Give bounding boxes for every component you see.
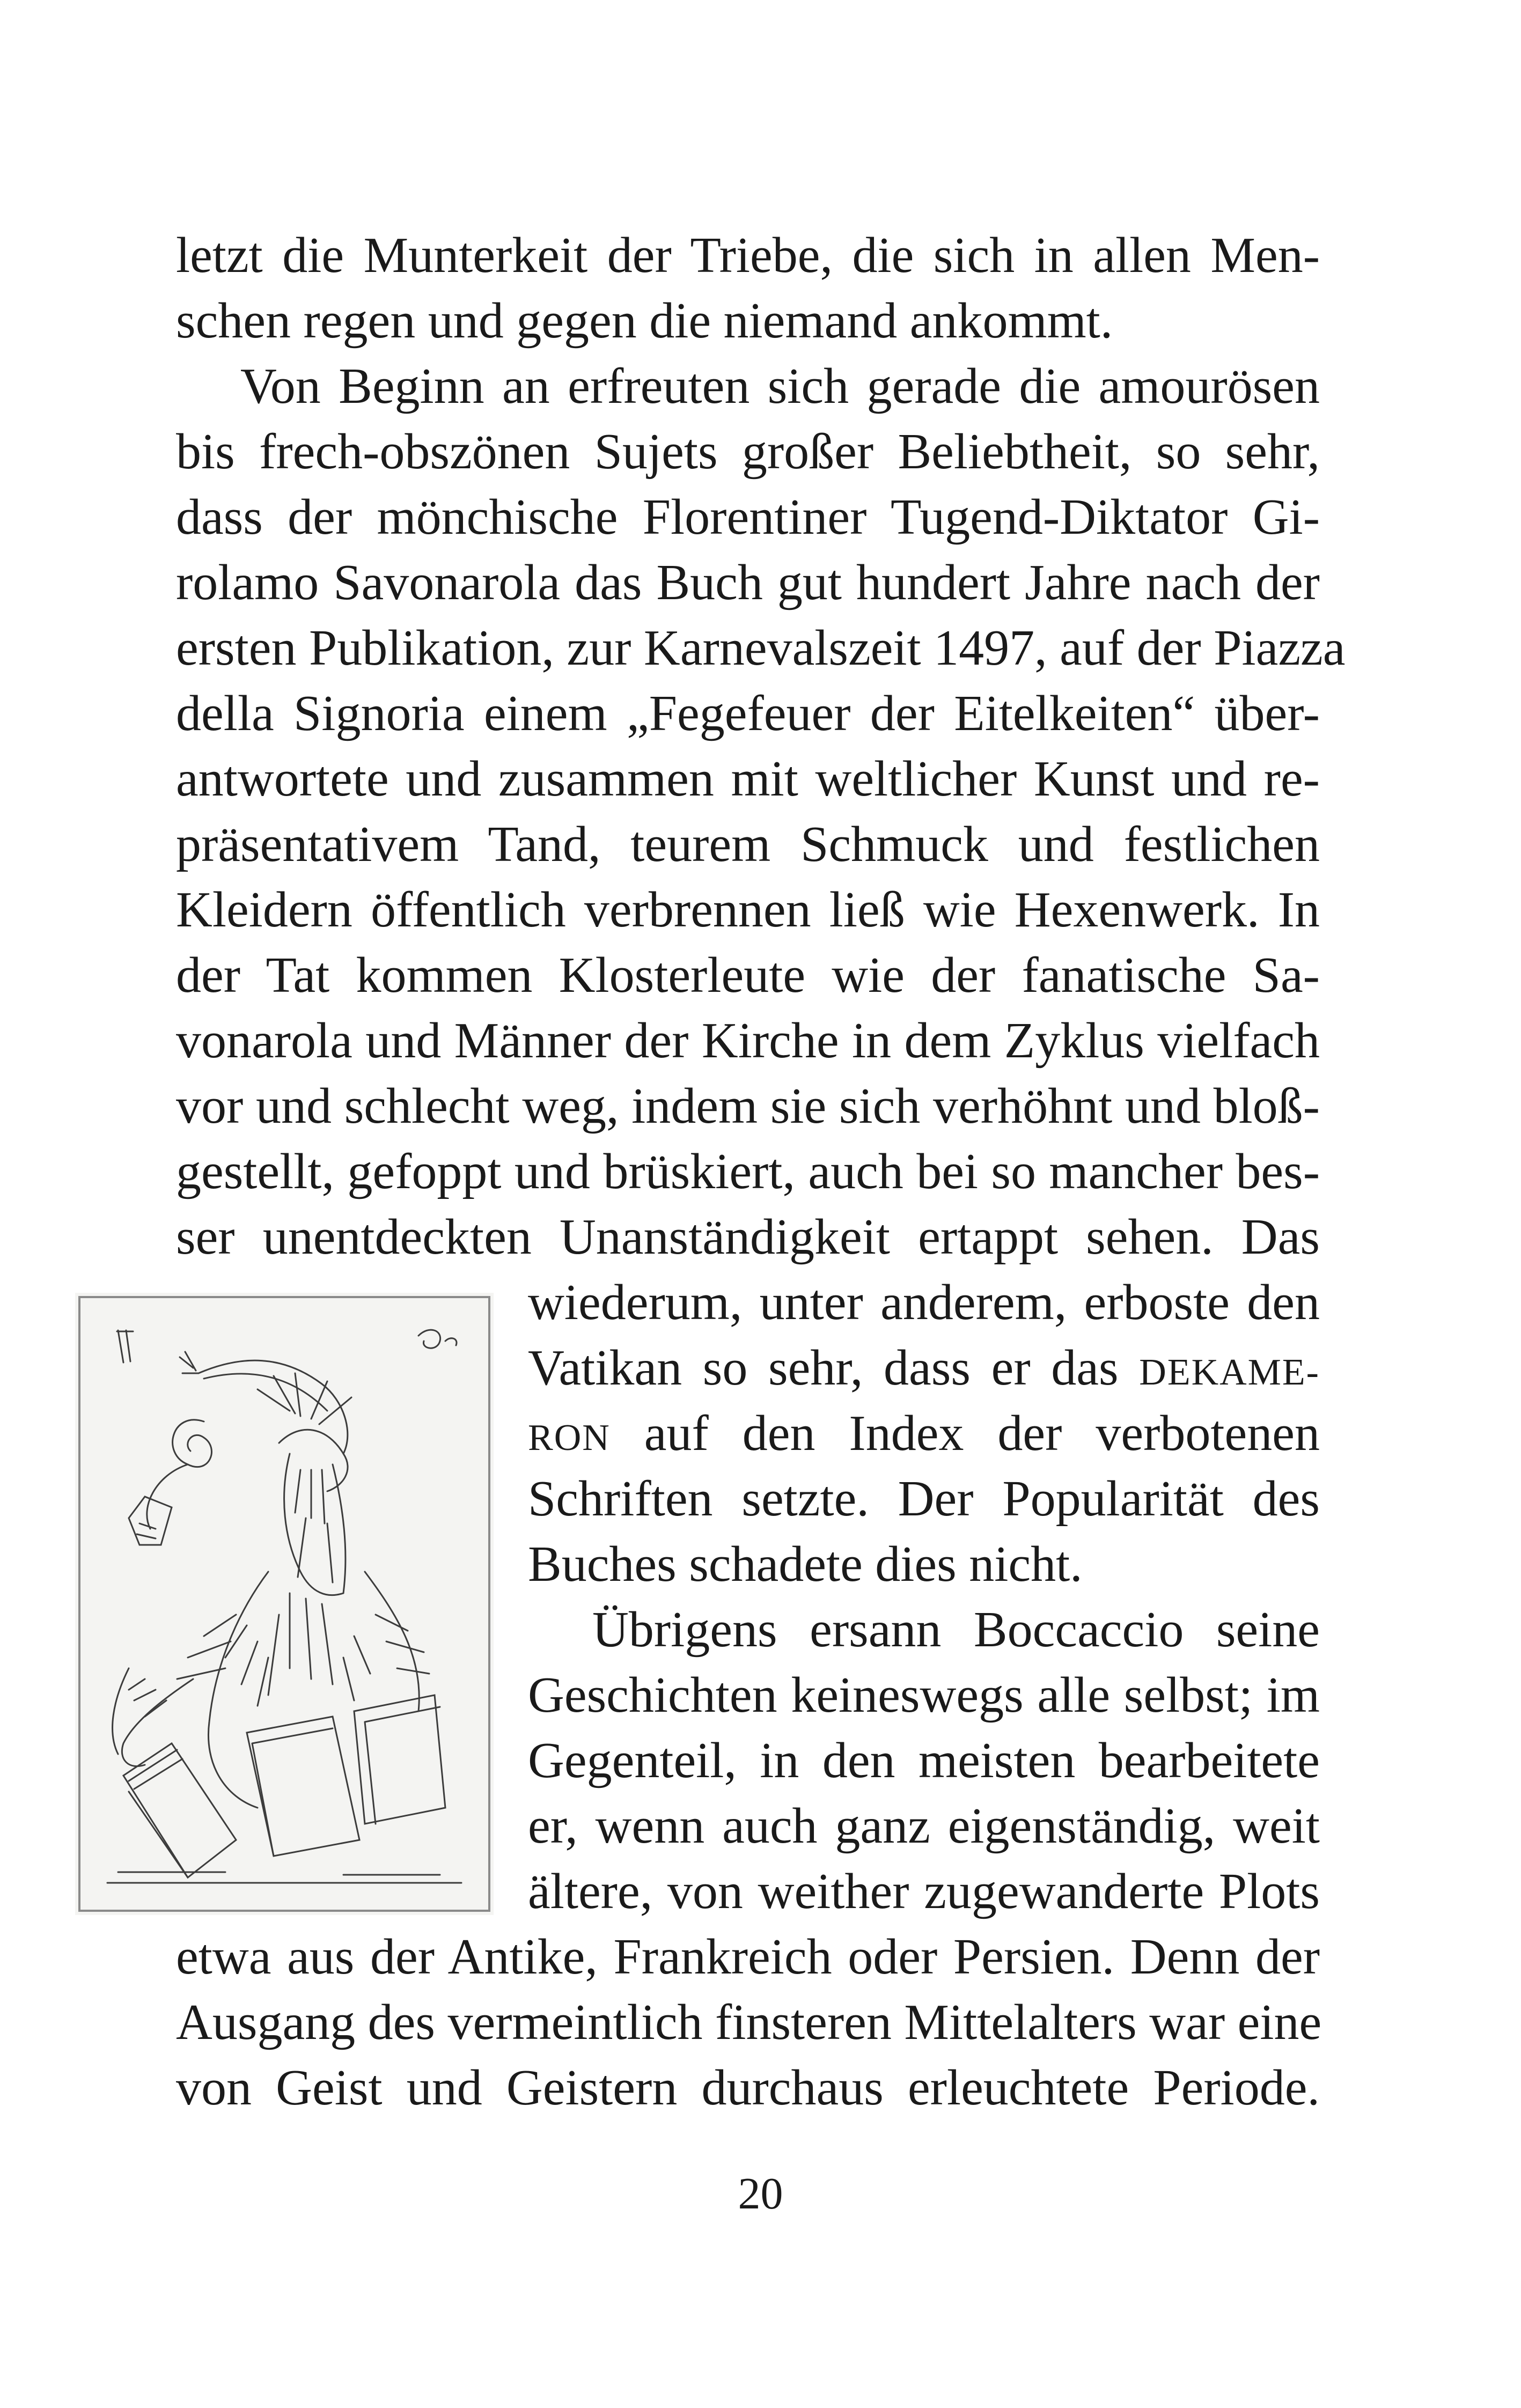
text-line: er, wenn auch ganz eigenständig, weit bbox=[528, 1798, 1320, 1854]
text-line bbox=[528, 1335, 1320, 1401]
text-line: vor und schlecht weg, indem sie sich verhöhnt und bloß- bbox=[176, 1078, 1320, 1134]
book-title-smallcaps: DEKAME- bbox=[1139, 1352, 1320, 1393]
text-line: bis frech-obszönen Sujets großer Beliebtheit, so sehr, bbox=[176, 424, 1320, 480]
book-title-smallcaps: RON bbox=[528, 1417, 611, 1459]
text-line: Gegenteil, in den meisten bearbeitete bbox=[528, 1733, 1320, 1788]
text-line: wiederum, unter anderem, erboste den bbox=[528, 1275, 1320, 1330]
text-line: von Geist und Geistern durchaus erleuchtete Periode. bbox=[176, 2060, 1320, 2116]
text-line: rolamo Savonarola das Buch gut hundert Jahre nach der bbox=[176, 555, 1320, 610]
text-line: Ausgang des vermeintlich finsteren Mittelalters war eine bbox=[176, 1994, 1322, 2050]
text-line: vonarola und Männer der Kirche in dem Zyklus vielfach bbox=[176, 1013, 1320, 1069]
text-line: der Tat kommen Klosterleute wie der fanatische Sa- bbox=[176, 947, 1320, 1003]
text-line: antwortete und zusammen mit weltlicher Kunst und re- bbox=[176, 751, 1320, 807]
etching-illustration bbox=[75, 1293, 494, 1915]
text-line: gestellt, gefoppt und brüskiert, auch bei so mancher bes- bbox=[176, 1144, 1320, 1199]
text-line: Kleidern öffentlich verbrennen ließ wie Hexenwerk. In bbox=[176, 882, 1320, 938]
text-line: etwa aus der Antike, Frankreich oder Persien. Denn der bbox=[176, 1929, 1320, 1985]
text-line: schen regen und gegen die niemand ankommt. bbox=[176, 293, 1113, 349]
text-line: präsentativem Tand, teurem Schmuck und festlichen bbox=[176, 816, 1320, 872]
text-line: ältere, von weither zugewanderte Plots bbox=[528, 1864, 1320, 1919]
text-line: della Signoria einem „Fegefeuer der Eitelkeiten“ über- bbox=[176, 686, 1320, 741]
paragraph-start-line: Von Beginn an erfreuten sich gerade die amourösen bbox=[240, 358, 1320, 414]
text-span: Vatikan so sehr, dass er das bbox=[528, 1340, 1140, 1396]
text-line: ersten Publikation, zur Karnevalszeit 1497, auf der Piazza bbox=[176, 620, 1346, 676]
text-line: ser unentdeckten Unanständigkeit ertappt sehen. Das bbox=[176, 1209, 1320, 1265]
page-number: 20 bbox=[738, 2169, 783, 2219]
paragraph-start-line: Übrigens ersann Boccaccio seine bbox=[592, 1602, 1320, 1658]
text-line bbox=[528, 1401, 1320, 1466]
text-line: letzt die Munterkeit der Triebe, die sich in allen Men- bbox=[176, 227, 1320, 283]
text-line: Schriften setzte. Der Popularität des bbox=[528, 1471, 1320, 1527]
text-span: auf den Index der verbotenen bbox=[610, 1405, 1320, 1461]
text-line: dass der mönchische Florentiner Tugend-Diktator Gi- bbox=[176, 489, 1320, 545]
text-line: Buches schadete dies nicht. bbox=[528, 1536, 1083, 1592]
text-line: Geschichten keineswegs alle selbst; im bbox=[528, 1667, 1320, 1723]
